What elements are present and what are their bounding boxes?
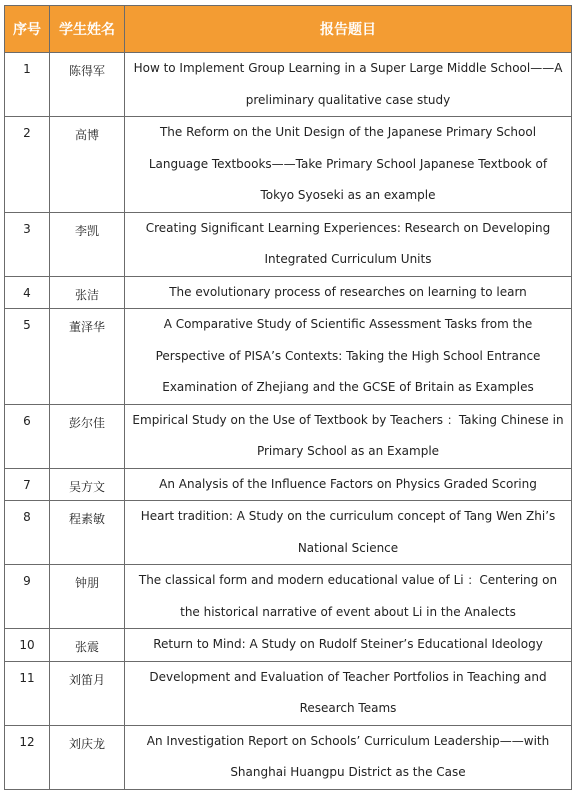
row-name: 程素敏 (50, 501, 125, 565)
row-no: 7 (5, 468, 50, 501)
row-name: 张震 (50, 629, 125, 662)
header-no: 序号 (5, 6, 50, 53)
row-title: An Investigation Report on Schools’ Curriculum Leadership——with Shanghai Huangpu District as the Case (125, 725, 572, 789)
table-row (5, 276, 572, 309)
row-no: 9 (5, 565, 50, 629)
row-no: 10 (5, 629, 50, 662)
table-row (5, 468, 572, 501)
table-row (5, 53, 572, 117)
row-name: 刘庆龙 (50, 725, 125, 789)
row-no: 11 (5, 661, 50, 725)
table-row (5, 725, 572, 789)
row-no: 12 (5, 725, 50, 789)
row-name: 高博 (50, 117, 125, 213)
row-title: A Comparative Study of Scientific Assessment Tasks from the Perspective of PISA’s Contexts: Taking the High School Entrance Examination of Zhejiang and the GCSE of Britain as Examples (125, 309, 572, 405)
table-row (5, 661, 572, 725)
table-row (5, 404, 572, 468)
row-name: 李凯 (50, 212, 125, 276)
row-title: Empirical Study on the Use of Textbook by Teachers ：Taking Chinese in Primary School as an Example (125, 404, 572, 468)
row-name: 吴方文 (50, 468, 125, 501)
table-row (5, 629, 572, 662)
row-title: Return to Mind: A Study on Rudolf Steiner’s Educational Ideology (125, 629, 572, 662)
row-title: An Analysis of the Influence Factors on Physics Graded Scoring (125, 468, 572, 501)
header-name: 学生姓名 (50, 6, 125, 53)
row-name: 陈得军 (50, 53, 125, 117)
row-no: 3 (5, 212, 50, 276)
table-row (5, 565, 572, 629)
row-no: 2 (5, 117, 50, 213)
row-title: Creating Significant Learning Experiences: Research on Developing Integrated Curriculum Units (125, 212, 572, 276)
row-no: 1 (5, 53, 50, 117)
row-name: 张洁 (50, 276, 125, 309)
table-row (5, 309, 572, 405)
report-table (4, 5, 572, 790)
row-title: The Reform on the Unit Design of the Japanese Primary School Language Textbooks——Take Primary School Japanese Textbook of Tokyo Syoseki as an example (125, 117, 572, 213)
table-row (5, 212, 572, 276)
row-title: Development and Evaluation of Teacher Portfolios in Teaching and Research Teams (125, 661, 572, 725)
row-title: The evolutionary process of researches on learning to learn (125, 276, 572, 309)
row-no: 5 (5, 309, 50, 405)
table-row (5, 501, 572, 565)
row-name: 刘笛月 (50, 661, 125, 725)
row-name: 钟朋 (50, 565, 125, 629)
header-title: 报告题目 (125, 6, 572, 53)
row-title: Heart tradition: A Study on the curriculum concept of Tang Wen Zhi’s National Science (125, 501, 572, 565)
row-no: 4 (5, 276, 50, 309)
row-title: How to Implement Group Learning in a Super Large Middle School——A preliminary qualitative case study (125, 53, 572, 117)
row-no: 8 (5, 501, 50, 565)
table-row (5, 117, 572, 213)
row-name: 董泽华 (50, 309, 125, 405)
row-title: The classical form and modern educational value of Li ：Centering on the historical narrative of event about Li in the Analects (125, 565, 572, 629)
row-name: 彭尔佳 (50, 404, 125, 468)
table-header-row (5, 6, 572, 53)
row-no: 6 (5, 404, 50, 468)
